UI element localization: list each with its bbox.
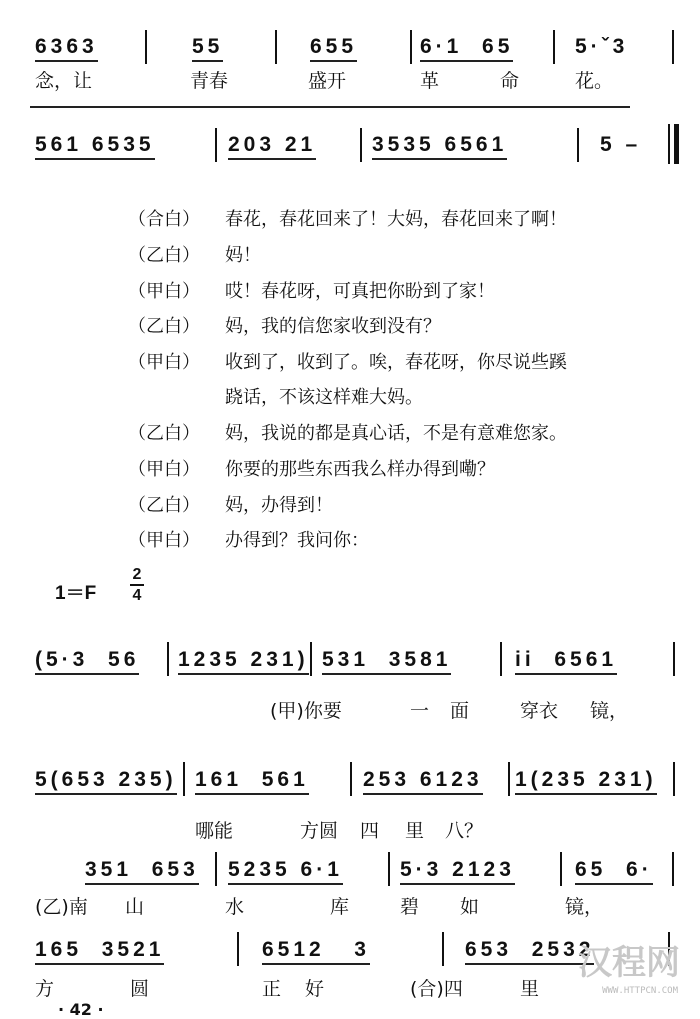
lyric: 哪能 bbox=[195, 820, 234, 842]
lyric: (合)四 bbox=[410, 978, 463, 1000]
final-bar-thin bbox=[668, 124, 670, 164]
lyric: 库 bbox=[330, 896, 350, 918]
measure: 531 3581 bbox=[322, 648, 451, 675]
bar-line bbox=[500, 642, 502, 676]
lyric: 好 bbox=[305, 978, 325, 1000]
bar-line bbox=[673, 642, 675, 676]
dialogue-line: 妈，我的信您家收到没有？ bbox=[225, 316, 441, 337]
bar-line bbox=[167, 642, 169, 676]
key-signature: 1＝F bbox=[55, 583, 97, 604]
speaker: （甲白） bbox=[128, 281, 200, 302]
speaker: （乙白） bbox=[128, 316, 200, 337]
system-divider bbox=[30, 106, 630, 108]
lyric: 镜， bbox=[565, 896, 604, 918]
measure: 655 bbox=[310, 35, 357, 62]
bar-line bbox=[310, 642, 312, 676]
measure: 203 21 bbox=[228, 133, 316, 160]
lyric: 八？ bbox=[445, 820, 484, 842]
lyric: 革 bbox=[420, 70, 440, 92]
measure: 6512 3 bbox=[262, 938, 370, 965]
page-number: · 42 · bbox=[58, 1000, 104, 1019]
lyric: 青春 bbox=[190, 70, 229, 92]
bar-line bbox=[183, 762, 185, 796]
measure: 55 bbox=[192, 35, 223, 62]
lyric: 山 bbox=[125, 896, 145, 918]
speaker: （甲白） bbox=[128, 352, 200, 373]
measure: 5 – bbox=[600, 133, 642, 156]
dialogue-line: 办得到？我问你： bbox=[225, 530, 369, 551]
lyric: 如 bbox=[460, 896, 480, 918]
lyric: 念，让 bbox=[35, 70, 93, 92]
bar-line bbox=[215, 128, 217, 162]
measure: 5(653 235) bbox=[35, 768, 177, 795]
time-signature bbox=[130, 566, 144, 604]
bar-line bbox=[410, 30, 412, 64]
bar-line bbox=[508, 762, 510, 796]
measure: 1235 231) bbox=[178, 648, 309, 675]
bar-line bbox=[215, 852, 217, 886]
measure: 65 6· bbox=[575, 858, 653, 885]
speaker: （乙白） bbox=[128, 495, 200, 516]
measure: 253 6123 bbox=[363, 768, 483, 795]
bar-line bbox=[672, 852, 674, 886]
bar-line bbox=[360, 128, 362, 162]
lyric: 水 bbox=[225, 896, 245, 918]
bar-line bbox=[560, 852, 562, 886]
speaker: （合白） bbox=[128, 209, 200, 230]
time-bottom: 4 bbox=[132, 587, 142, 604]
lyric: 正 bbox=[262, 978, 282, 1000]
dialogue-line: 跷话，不该这样难大妈。 bbox=[225, 387, 423, 408]
lyric: 圆 bbox=[130, 978, 150, 1000]
final-bar-thick bbox=[674, 124, 679, 164]
time-top: 2 bbox=[132, 566, 142, 583]
dialogue-line: 你要的那些东西我么样办得到嘞？ bbox=[225, 459, 495, 480]
bar-line bbox=[145, 30, 147, 64]
measure: 161 561 bbox=[195, 768, 309, 795]
bar-line bbox=[553, 30, 555, 64]
measure: 1(235 231) bbox=[515, 768, 657, 795]
lyric: 里 bbox=[405, 820, 425, 842]
measure: 6·1 65 bbox=[420, 35, 513, 62]
dialogue-line: 收到了，收到了。唉，春花呀，你尽说些蹊 bbox=[225, 352, 567, 373]
measure: (5·3 56 bbox=[35, 648, 139, 675]
speaker: （甲白） bbox=[128, 530, 200, 551]
bar-line bbox=[672, 30, 674, 64]
lyric: 方圆 bbox=[300, 820, 339, 842]
watermark-url: WWW.HTTPCN.COM bbox=[602, 986, 678, 996]
lyric: 镜， bbox=[590, 700, 629, 722]
measure: 165 3521 bbox=[35, 938, 164, 965]
dialogue-line: 妈，办得到！ bbox=[225, 495, 333, 516]
measure: 653 2532 bbox=[465, 938, 594, 965]
lyric: 四 bbox=[360, 820, 380, 842]
watermark-logo: 汉程网 bbox=[578, 943, 680, 983]
lyric: 盛开 bbox=[308, 70, 347, 92]
lyric: 碧 bbox=[400, 896, 420, 918]
measure: 351 653 bbox=[85, 858, 199, 885]
bar-line bbox=[237, 932, 239, 966]
measure: 3535 6561 bbox=[372, 133, 507, 160]
measure: 5·ˇ3 bbox=[575, 35, 629, 58]
lyric: 面 bbox=[450, 700, 470, 722]
measure: 561 6535 bbox=[35, 133, 155, 160]
measure: ii 6561 bbox=[515, 648, 617, 675]
lyric: 方 bbox=[35, 978, 55, 1000]
lyric: 一 bbox=[410, 700, 430, 722]
measure: 5235 6·1 bbox=[228, 858, 343, 885]
bar-line bbox=[275, 30, 277, 64]
lyric: 花。 bbox=[575, 70, 614, 92]
speaker: （乙白） bbox=[128, 423, 200, 444]
bar-line bbox=[673, 762, 675, 796]
lyric: 命 bbox=[500, 70, 520, 92]
lyric: (乙)南 bbox=[35, 896, 88, 918]
lyric: (甲)你要 bbox=[270, 700, 342, 722]
speaker: （甲白） bbox=[128, 459, 200, 480]
measure: 5·3 2123 bbox=[400, 858, 515, 885]
bar-line bbox=[350, 762, 352, 796]
measure: 6363 bbox=[35, 35, 98, 62]
lyric: 穿衣 bbox=[520, 700, 559, 722]
dialogue-line: 妈，我说的都是真心话，不是有意难您家。 bbox=[225, 423, 567, 444]
speaker: （乙白） bbox=[128, 245, 200, 266]
lyric: 里 bbox=[520, 978, 540, 1000]
time-line bbox=[130, 584, 144, 586]
dialogue-line: 妈！ bbox=[225, 245, 261, 266]
bar-line bbox=[577, 128, 579, 162]
dialogue-line: 春花，春花回来了！大妈，春花回来了啊！ bbox=[225, 209, 567, 230]
bar-line bbox=[388, 852, 390, 886]
dialogue-line: 哎！春花呀，可真把你盼到了家！ bbox=[225, 281, 495, 302]
bar-line bbox=[442, 932, 444, 966]
